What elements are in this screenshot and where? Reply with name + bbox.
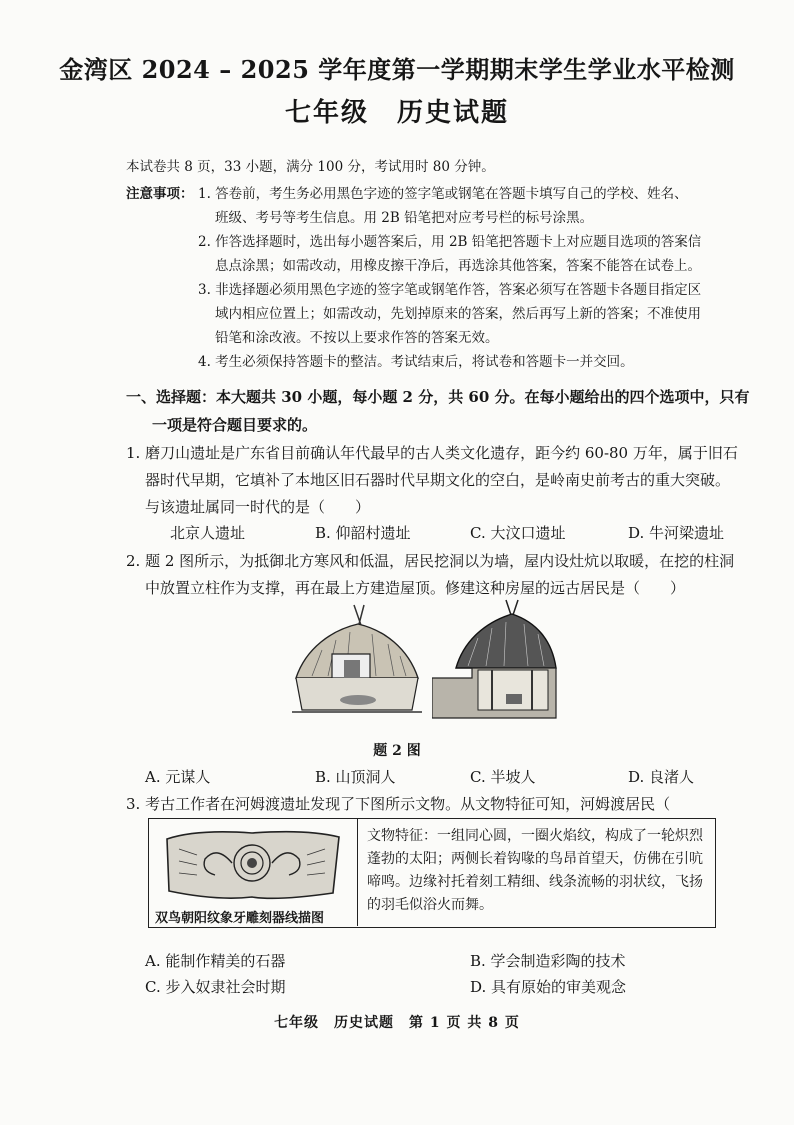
section-heading: 一、选择题：本大题共 30 小题，每小题 2 分，共 60 分。在每小题给出的四个选项中，只有 [126,388,750,406]
page-footer: 七年级 历史试题 第 1 页 共 8 页 [274,1015,520,1031]
question-3-option-b: B. 学会制造彩陶的技术 [470,952,626,970]
artifact-caption: 双鸟朝阳纹象牙雕刻器线描图 [155,911,325,926]
notice-line: 铅笔和涂改液。不按以上要求作答的答案无效。 [215,330,499,346]
section-heading-cont: 一项是符合题目要求的。 [152,416,318,434]
question-3-option-c: C. 步入奴隶社会时期 [145,978,286,996]
question-1-text: 与该遗址属同一时代的是（ ） [145,498,371,516]
artifact-image-cell [149,819,358,926]
notice-line: 1. 答卷前，考生务必用黑色字迹的签字笔或钢笔在答题卡填写自己的学校、姓名、 [198,186,688,202]
exam-intro: 本试卷共 8 页，33 小题，满分 100 分，考试用时 80 分钟。 [126,159,495,175]
question-1-option-d: D. 牛河梁遗址 [628,524,725,542]
question-3-option-d: D. 具有原始的审美观念 [470,978,627,996]
artifact-description: 文物特征：一组同心圆，一圈火焰纹，构成了一轮炽烈蓬勃的太阳；两侧长着钩喙的鸟昂首望天，仿佛在引吭啼鸣。边缘衬托着刻工精细、线条流畅的羽状纹，飞扬的羽毛似浴火而舞。 [367,828,703,913]
notice-line: 班级、考号等考生信息。用 2B 铅笔把对应考号栏的标号涂黑。 [215,210,594,226]
question-1-text: 器时代早期，它填补了本地区旧石器时代早期文化的空白，是岭南史前考古的重大突破。 [145,471,731,489]
notice-line: 息点涂黑；如需改动，用橡皮擦干净后，再选涂其他答案，答案不能答在试卷上。 [215,258,701,274]
hut-cutaway-illustration [292,600,422,725]
notice-line: 3. 非选择题必须用黑色字迹的签字笔或钢笔作答，答案必须写在答题卡各题目指定区 [198,282,702,298]
question-1-option-b: B. 仰韶村遗址 [315,524,411,542]
question-2-text: 中放置立柱作为支撑，再在最上方建造屋顶。修建这种房屋的远古居民是（ ） [145,579,686,597]
question-2-text: 2. 题 2 图所示，为抵御北方寒风和低温，居民挖洞以为墙，屋内设灶炕以取暖，在挖的柱洞 [126,552,735,570]
question-2-option-c: C. 半坡人 [470,768,536,786]
hut-cross-section-illustration [432,598,562,728]
notice-line: 域内相应位置上；如需改动，先划掉原来的答案，然后再写上新的答案；不准使用 [215,306,701,322]
question-2-option-a: A. 元谋人 [145,768,211,786]
figure-2-caption: 题 2 图 [373,743,421,759]
question-3-text: 3. 考古工作者在河姆渡遗址发现了下图所示文物。从文物特征可知，河姆渡居民（ [126,795,671,813]
exam-title: 金湾区 2024 – 2025 学年度第一学期期末学生学业水平检测 [59,55,735,84]
question-3-option-a: A. 能制作精美的石器 [145,952,286,970]
exam-subtitle: 七年级 历史试题 [284,98,509,128]
double-bird-sun-carving-drawing [157,825,347,903]
question-2-option-d: D. 良渚人 [628,768,695,786]
question-2-option-b: B. 山顶洞人 [315,768,396,786]
notice-label: 注意事项： [126,186,194,202]
notice-line: 2. 作答选择题时，选出每小题答案后，用 2B 铅笔把答题卡上对应题目选项的答案信 [198,234,702,250]
question-1-option-c: C. 大汶口遗址 [470,524,566,542]
question-1-text: 1. 磨刀山遗址是广东省目前确认年代最早的古人类文化遗存，距今约 60-80 万年，属于旧石 [126,444,738,462]
artifact-table [148,818,716,928]
notice-line: 4. 考生必须保持答题卡的整洁。考试结束后，将试卷和答题卡一并交回。 [198,354,634,370]
question-1-option-a: 北京人遗址 [170,524,246,542]
